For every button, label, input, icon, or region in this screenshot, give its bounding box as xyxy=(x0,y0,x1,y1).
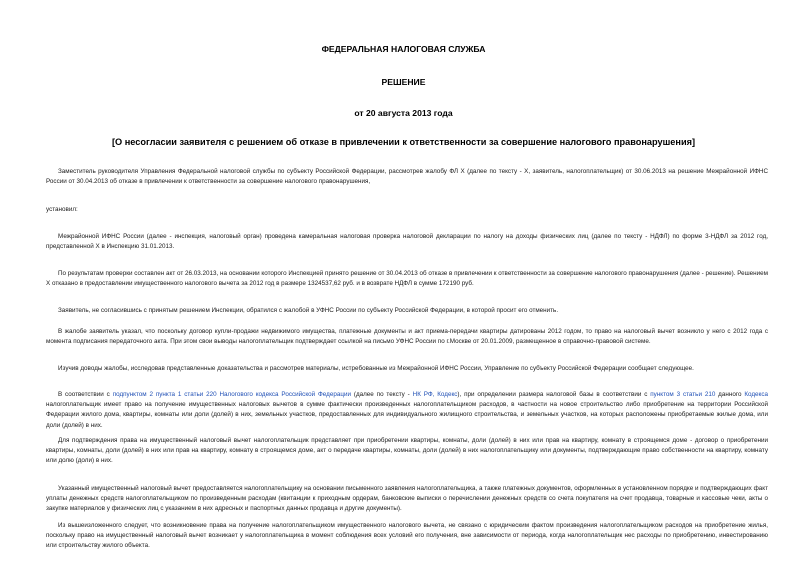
paragraph-audit-result: По результатам проверки составлен акт от 26.03.2013, на основании которого Инспекцией принято решение от 30.04.2013 об отказе в привлечении к ответственности за совершение налогового правонарушения (далее - решение). Решением Х отказано в предоставлении имущественного налогового вычета за 2012 год в размере 1324537,62 руб. и в возврате НДФЛ в сумме 172190 руб. xyxy=(46,270,768,288)
paragraph-complaint: Заявитель, не согласившись с принятым решением Инспекции, обратился с жалобой в УФНС России по субъекту Российской Федерации, в которой просит его отменить. xyxy=(58,307,559,314)
document-subject-title: [О несогласии заявителя с решением об отказе в привлечении к ответственности за совершение налогового правонарушения] xyxy=(111,137,696,147)
document-date: от 20 августа 2013 года xyxy=(354,108,453,118)
text-fragment: налогоплательщик имеет право на получение имущественных налоговых вычетов в сумме фактически произведенных налогоплательщиком расходов, в частности на новое строительство либо приобретение на территории Российской Федерации жилого дома, квартиры, комнаты или доли (долей) в них, земельных участков, предоставленных для индивидуального жилищного строительства, и земельных участков, на которых расположены приобретаемые жилые дома, или доли (долей) в них. xyxy=(46,401,768,429)
paragraph-tax-code xyxy=(46,390,768,431)
link-article-210[interactable]: пунктом 3 статьи 210 xyxy=(650,391,716,398)
paragraph-deduction-basis: Указанный имущественный налоговый вычет предоставляется налогоплательщику на основании письменного заявления налогоплательщика, а также платежных документов, оформленных в установленном порядке и подтверждающих факт уплаты денежных средств налогоплательщиком по произведенным расходам (квитанции к приходным ордерам, банковские выписки о перечислении денежных средств со счета покупателя на счет продавца, товарные и кассовые чеки, акты о закупке материалов у физических лиц с указанием в них адресных и паспортных данных продавца и другие документы). xyxy=(46,485,768,513)
document-type-heading: РЕШЕНИЕ xyxy=(381,77,426,87)
text-fragment: ), при определении размера налоговой базы в соответствии с xyxy=(457,391,651,398)
link-code[interactable]: Кодекса xyxy=(744,391,769,398)
text-fragment: В соответствии с xyxy=(58,391,113,398)
text-fragment: данного xyxy=(715,391,745,398)
paragraph-confirmation: Для подтверждения права на имущественный налоговый вычет налогоплательщик представляет при приобретении квартиры, комнаты, доли (долей) в них или прав на квартиру, комнату в строящемся доме - договор о приобретении квартиры, комнаты, доли (долей) в них или прав на квартиру, комнату в строящемся доме, акт о передаче квартиры, комнаты, доли (долей) в них налогоплательщику или документы, подтверждающие право собственности на квартиру, комнату или долю (доли) в них. xyxy=(46,437,768,465)
agency-heading: ФЕДЕРАЛЬНАЯ НАЛОГОВАЯ СЛУЖБА xyxy=(321,44,486,54)
link-tax-code[interactable]: НК РФ, Кодекс xyxy=(412,391,458,398)
paragraph-conclusion: Из вышеизложенного следует, что возникновение права на получение налогоплательщиком имущественного налогового вычета, не связано с юридическим фактом произведения налогоплательщиком расходов на приобретение жилья, поскольку право на имущественный налоговый вычет возникает у налогоплательщика в момент соблюдения всех условий его получения, вне зависимости от периода, когда налогоплательщик нес расходы по приобретению, инвестированию или строительству жилого объекта. xyxy=(46,522,768,550)
paragraph-review: Изучив доводы жалобы, исследовав представленные доказательства и рассмотрев материалы, истребованные из Межрайонной ИФНС России, Управление по субъекту Российской Федерации сообщает следующее. xyxy=(58,365,694,372)
paragraph-established: установил: xyxy=(46,206,78,213)
paragraph-audit: Межрайонной ИФНС России (далее - инспекция, налоговый орган) проведена камеральная налоговая проверка налоговой декларации по налогу на доходы физических лиц (далее по тексту - НДФЛ) по форме 3-НДФЛ за 2012 год, представленной Х в Инспекцию 31.01.2013. xyxy=(46,233,768,251)
text-fragment: (далее по тексту - xyxy=(351,391,413,398)
paragraph-intro: Заместитель руководителя Управления Федеральной налоговой службы по субъекту Российской Федерации, рассмотрев жалобу ФЛ Х (далее по тексту - Х, заявитель, налогоплательщик) от 30.06.2013 на решение Межрайонной ИФНС России от 30.04.2013 об отказе в привлечении к ответственности за совершение налогового правонарушения, xyxy=(46,168,768,186)
link-tax-code-article-220[interactable]: подпунктом 2 пункта 1 статьи 220 Налогового кодекса Российской Федерации xyxy=(112,391,351,398)
paragraph-complaint-details: В жалобе заявитель указал, что поскольку договор купли-продажи недвижимого имущества, платежные документы и акт приема-передачи квартиры датированы 2012 годом, то право на налоговый вычет возникло у него с 2012 года с момента подписания передаточного акта. При этом свои выводы налогоплательщик подтверждает ссылкой на письмо УФНС России по г.Москве от 20.01.2009, размещенное в справочно-правовой системе. xyxy=(46,328,768,346)
